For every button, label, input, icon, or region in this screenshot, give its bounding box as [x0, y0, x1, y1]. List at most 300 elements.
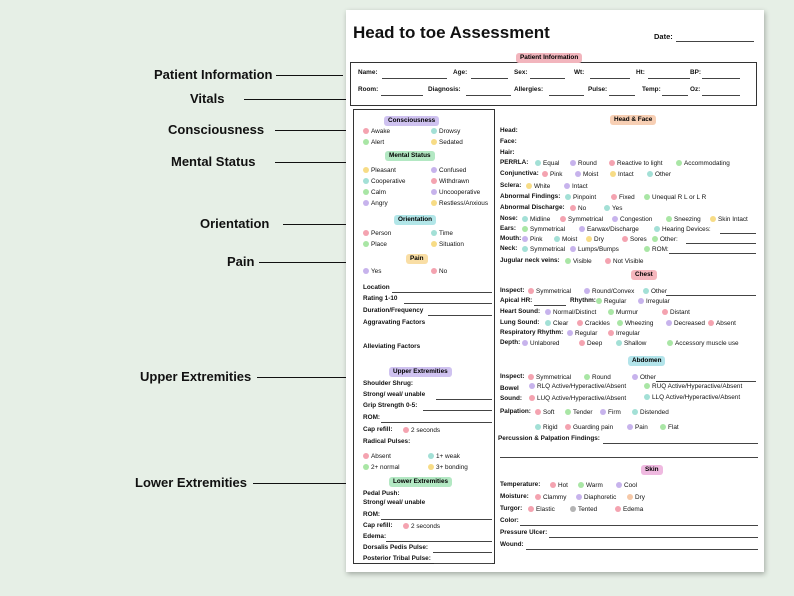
option-label: Midline — [530, 216, 551, 223]
option-symmetrical[interactable] — [522, 246, 565, 253]
checkbox-dot-icon[interactable] — [535, 424, 541, 430]
section-header-patient-information: Patient Information — [516, 53, 582, 63]
label-palpation: Palpation: — [500, 408, 531, 415]
option-guarding-pain[interactable] — [565, 424, 613, 431]
option-yes[interactable] — [604, 205, 622, 212]
checkbox-dot-icon[interactable] — [528, 506, 534, 512]
fill-in-line[interactable] — [471, 78, 508, 79]
option-label: Elastic — [536, 506, 555, 513]
checkbox-dot-icon[interactable] — [403, 427, 409, 433]
label-bowel: Bowel — [500, 385, 519, 392]
option-label: 2+ normal — [371, 464, 400, 471]
checkbox-dot-icon[interactable] — [363, 128, 369, 134]
checkbox-dot-icon[interactable] — [363, 189, 369, 195]
fill-in-line[interactable] — [662, 95, 688, 96]
label-rom: ROM: — [363, 414, 381, 421]
checkbox-dot-icon[interactable] — [609, 160, 615, 166]
checkbox-dot-icon[interactable] — [570, 205, 576, 211]
label-temp: Temp: — [642, 86, 661, 93]
checkbox-dot-icon[interactable] — [403, 523, 409, 529]
checkbox-dot-icon[interactable] — [431, 230, 437, 236]
section-header-chest: Chest — [631, 270, 657, 280]
callout-upper-extremities: Upper Extremities — [140, 369, 252, 384]
checkbox-dot-icon[interactable] — [535, 494, 541, 500]
checkbox-dot-icon[interactable] — [644, 383, 650, 389]
option-label: Reactive to light — [617, 160, 663, 167]
option-label: Visible — [573, 258, 592, 265]
option-clammy[interactable] — [535, 494, 566, 501]
fill-in-line[interactable] — [381, 422, 492, 423]
checkbox-dot-icon[interactable] — [363, 139, 369, 145]
checkbox-dot-icon[interactable] — [565, 409, 571, 415]
checkbox-dot-icon[interactable] — [654, 226, 660, 232]
checkbox-dot-icon[interactable] — [627, 494, 633, 500]
checkbox-dot-icon[interactable] — [529, 383, 535, 389]
checkbox-dot-icon[interactable] — [666, 320, 672, 326]
checkbox-dot-icon[interactable] — [526, 183, 532, 189]
fill-in-line[interactable] — [603, 443, 758, 444]
option-label: LLQ Active/Hyperactive/Absent — [652, 394, 741, 401]
checkbox-dot-icon[interactable] — [676, 160, 682, 166]
checkbox-dot-icon[interactable] — [643, 288, 649, 294]
option-distant[interactable] — [662, 309, 690, 316]
option-unlabored[interactable] — [522, 340, 560, 347]
option-label: Calm — [371, 189, 386, 196]
label-cap-refill: Cap refill: — [363, 426, 393, 433]
label-respiratory-rhythm: Respiratory Rhythm: — [500, 329, 564, 336]
option-firm[interactable] — [600, 409, 621, 416]
option-round-convex[interactable] — [584, 288, 634, 295]
option-label: Accommodating — [684, 160, 730, 167]
option-label: Symmetrical — [536, 374, 572, 381]
option-midline[interactable] — [522, 216, 550, 223]
option-label: Irregular — [616, 330, 640, 337]
option-label: Regular — [575, 330, 598, 337]
option-symmetrical[interactable] — [528, 288, 571, 295]
callout-line — [276, 75, 343, 76]
checkbox-dot-icon[interactable] — [528, 374, 534, 380]
option-label: Person — [371, 230, 392, 237]
option-label: Symmetrical — [530, 226, 566, 233]
option-label: Normal/Distinct — [553, 309, 597, 316]
option-congestion[interactable] — [612, 216, 652, 223]
option-flat[interactable] — [660, 424, 679, 431]
fill-in-line[interactable] — [386, 541, 492, 542]
option-visible[interactable] — [565, 258, 592, 265]
option-label: Rigid — [543, 424, 558, 431]
checkbox-dot-icon[interactable] — [522, 340, 528, 346]
option-alert[interactable] — [363, 139, 384, 146]
option-label: Cool — [624, 482, 638, 489]
option-skin-intact[interactable] — [710, 216, 748, 223]
option-other[interactable] — [652, 236, 678, 243]
checkbox-dot-icon[interactable] — [363, 230, 369, 236]
checkbox-dot-icon[interactable] — [431, 178, 437, 184]
fill-in-line[interactable] — [702, 95, 740, 96]
option-restless-anxious[interactable] — [431, 200, 488, 207]
option-elastic[interactable] — [528, 506, 555, 513]
option-intact[interactable] — [564, 183, 588, 190]
callout-line — [244, 99, 353, 100]
option-situation[interactable] — [431, 241, 464, 248]
checkbox-dot-icon[interactable] — [578, 482, 584, 488]
checkbox-dot-icon[interactable] — [647, 171, 653, 177]
option-soft[interactable] — [535, 409, 554, 416]
checkbox-dot-icon[interactable] — [363, 453, 369, 459]
option-label: White — [534, 183, 551, 190]
checkbox-dot-icon[interactable] — [431, 167, 437, 173]
option-other[interactable] — [647, 171, 671, 178]
fill-in-line[interactable] — [720, 233, 756, 234]
checkbox-dot-icon[interactable] — [535, 409, 541, 415]
option-lumps-bumps[interactable] — [570, 246, 619, 253]
checkbox-dot-icon[interactable] — [570, 246, 576, 252]
checkbox-dot-icon[interactable] — [431, 268, 437, 274]
option-calm[interactable] — [363, 189, 386, 196]
fill-in-line[interactable] — [381, 95, 423, 96]
option-normal-distinct[interactable] — [545, 309, 596, 316]
option-irregular[interactable] — [608, 330, 640, 337]
checkbox-dot-icon[interactable] — [608, 330, 614, 336]
fill-in-line[interactable] — [549, 95, 584, 96]
option-irregular[interactable] — [638, 298, 670, 305]
checkbox-dot-icon[interactable] — [584, 288, 590, 294]
option-label: Pink — [530, 236, 543, 243]
checkbox-dot-icon[interactable] — [644, 394, 650, 400]
checkbox-dot-icon[interactable] — [605, 258, 611, 264]
option-label: Sores — [630, 236, 647, 243]
option-shallow[interactable] — [616, 340, 646, 347]
option-white[interactable] — [526, 183, 550, 190]
checkbox-dot-icon[interactable] — [616, 340, 622, 346]
option-hearing-devices[interactable] — [654, 226, 711, 233]
checkbox-dot-icon[interactable] — [431, 200, 437, 206]
option-person[interactable] — [363, 230, 391, 237]
option-label: Dry — [635, 494, 645, 501]
fill-in-line[interactable] — [549, 537, 758, 538]
checkbox-dot-icon[interactable] — [545, 320, 551, 326]
option-not-visible[interactable] — [605, 258, 643, 265]
option-earwax-discharge[interactable] — [579, 226, 639, 233]
option-label: RUQ Active/Hyperactive/Absent — [652, 383, 743, 390]
checkbox-dot-icon[interactable] — [615, 506, 621, 512]
checkbox-dot-icon[interactable] — [431, 139, 437, 145]
checkbox-dot-icon[interactable] — [632, 374, 638, 380]
fill-in-line[interactable] — [381, 519, 492, 520]
fill-in-line[interactable] — [526, 549, 758, 550]
checkbox-dot-icon[interactable] — [522, 216, 528, 222]
option-label: Crackles — [585, 320, 610, 327]
checkbox-dot-icon[interactable] — [363, 464, 369, 470]
option-murmur[interactable] — [608, 309, 638, 316]
option-yes[interactable] — [363, 268, 381, 275]
option-label: Equal — [543, 160, 560, 167]
checkbox-dot-icon[interactable] — [660, 424, 666, 430]
label-sound: Sound: — [500, 395, 523, 402]
label-sex: Sex: — [514, 69, 528, 76]
option-sneezing[interactable] — [666, 216, 701, 223]
checkbox-dot-icon[interactable] — [644, 246, 650, 252]
checkbox-dot-icon[interactable] — [596, 298, 602, 304]
option-rom[interactable] — [644, 246, 669, 253]
section-header-skin: Skin — [641, 465, 663, 475]
checkbox-dot-icon[interactable] — [570, 160, 576, 166]
checkbox-dot-icon[interactable] — [710, 216, 716, 222]
option-unequal-r-l-or-l-r[interactable] — [644, 194, 706, 201]
checkbox-dot-icon[interactable] — [570, 506, 576, 512]
fill-in-line[interactable] — [520, 525, 758, 526]
option-llq-active-hyperactive-absent[interactable] — [644, 394, 740, 401]
option-label: Fixed — [619, 194, 635, 201]
option-crackles[interactable] — [577, 320, 610, 327]
label-shoulder-shrug: Shoulder Shrug: — [363, 380, 414, 387]
option-label: Wheezing — [625, 320, 654, 327]
checkbox-dot-icon[interactable] — [428, 453, 434, 459]
option-hot[interactable] — [550, 482, 568, 489]
label-face: Face: — [500, 138, 517, 145]
checkbox-dot-icon[interactable] — [586, 236, 592, 242]
section-header-head-face: Head & Face — [610, 115, 656, 125]
option-tender[interactable] — [565, 409, 593, 416]
option-symmetrical[interactable] — [528, 374, 571, 381]
option-label: Decreased — [674, 320, 705, 327]
option-clear[interactable] — [545, 320, 568, 327]
fill-in-line[interactable] — [423, 410, 492, 411]
date-field[interactable] — [676, 41, 754, 42]
option-cooperative[interactable] — [363, 178, 405, 185]
checkbox-dot-icon[interactable] — [363, 241, 369, 247]
checkbox-dot-icon[interactable] — [644, 194, 650, 200]
fill-in-line[interactable] — [609, 95, 635, 96]
option-intact[interactable] — [610, 171, 634, 178]
option-3-bonding[interactable] — [428, 464, 468, 471]
option-reactive-to-light[interactable] — [609, 160, 662, 167]
option-pinpoint[interactable] — [565, 194, 596, 201]
checkbox-dot-icon[interactable] — [431, 128, 437, 134]
fill-in-line[interactable] — [656, 381, 756, 382]
option-pleasant[interactable] — [363, 167, 396, 174]
checkbox-dot-icon[interactable] — [652, 236, 658, 242]
option-symmetrical[interactable] — [560, 216, 603, 223]
option-deep[interactable] — [579, 340, 602, 347]
option-label: Hearing Devices: — [662, 226, 711, 233]
fill-in-line[interactable] — [500, 457, 758, 458]
checkbox-dot-icon[interactable] — [560, 216, 566, 222]
option-angry[interactable] — [363, 200, 388, 207]
checkbox-dot-icon[interactable] — [708, 320, 714, 326]
checkbox-dot-icon[interactable] — [617, 320, 623, 326]
fill-in-line[interactable] — [428, 315, 492, 316]
option-drowsy[interactable] — [431, 128, 460, 135]
fill-in-line[interactable] — [534, 305, 566, 306]
option-label: Accessory muscle use — [675, 340, 739, 347]
option-1-weak[interactable] — [428, 453, 460, 460]
option-label: Round — [592, 374, 611, 381]
fill-in-line[interactable] — [434, 563, 492, 564]
checkbox-dot-icon[interactable] — [567, 330, 573, 336]
fill-in-line[interactable] — [404, 303, 492, 304]
option-other[interactable] — [643, 288, 667, 295]
option-accommodating[interactable] — [676, 160, 730, 167]
checkbox-dot-icon[interactable] — [576, 494, 582, 500]
option-time[interactable] — [431, 230, 453, 237]
option-uncooperative[interactable] — [431, 189, 480, 196]
option-absent[interactable] — [363, 453, 391, 460]
checkbox-dot-icon[interactable] — [550, 482, 556, 488]
checkbox-dot-icon[interactable] — [522, 236, 528, 242]
option-sores[interactable] — [622, 236, 647, 243]
fill-in-line[interactable] — [392, 292, 492, 293]
fill-in-line[interactable] — [648, 78, 690, 79]
option-label: Soft — [543, 409, 555, 416]
option-label: Uncooperative — [439, 189, 481, 196]
checkbox-dot-icon[interactable] — [610, 171, 616, 177]
checkbox-dot-icon[interactable] — [363, 178, 369, 184]
checkbox-dot-icon[interactable] — [604, 205, 610, 211]
label-dorsalis-pedis-pulse: Dorsalis Pedis Pulse: — [363, 544, 428, 551]
option-decreased[interactable] — [666, 320, 705, 327]
option-label: Yes — [371, 268, 382, 275]
fill-in-line[interactable] — [466, 95, 511, 96]
option-label: Time — [439, 230, 453, 237]
checkbox-dot-icon[interactable] — [554, 236, 560, 242]
checkbox-dot-icon[interactable] — [363, 167, 369, 173]
option-rlq-active-hyperactive-absent[interactable] — [529, 383, 626, 390]
option-dry[interactable] — [627, 494, 645, 501]
checkbox-dot-icon[interactable] — [431, 241, 437, 247]
option-sedated[interactable] — [431, 139, 463, 146]
option-moist[interactable] — [554, 236, 577, 243]
checkbox-dot-icon[interactable] — [522, 246, 528, 252]
option-absent[interactable] — [708, 320, 736, 327]
option-tented[interactable] — [570, 506, 597, 513]
option-regular[interactable] — [567, 330, 597, 337]
checkbox-dot-icon[interactable] — [564, 183, 570, 189]
option-label: Guarding pain — [573, 424, 614, 431]
option-label: Absent — [716, 320, 736, 327]
option-2-normal[interactable] — [363, 464, 400, 471]
checkbox-dot-icon[interactable] — [584, 374, 590, 380]
option-symmetrical[interactable] — [522, 226, 565, 233]
checkbox-dot-icon[interactable] — [565, 424, 571, 430]
option-label: Symmetrical — [536, 288, 572, 295]
checkbox-dot-icon[interactable] — [575, 171, 581, 177]
fill-in-line[interactable] — [530, 78, 565, 79]
checkbox-dot-icon[interactable] — [666, 216, 672, 222]
checkbox-dot-icon[interactable] — [616, 482, 622, 488]
checkbox-dot-icon[interactable] — [565, 194, 571, 200]
fill-in-line[interactable] — [686, 243, 756, 244]
option-2-seconds[interactable] — [403, 523, 440, 530]
option-cool[interactable] — [616, 482, 637, 489]
checkbox-dot-icon[interactable] — [542, 171, 548, 177]
checkbox-dot-icon[interactable] — [667, 340, 673, 346]
label-strong-weal-unable: Strong/ weal/ unable — [363, 391, 426, 398]
label-wt: Wt: — [574, 69, 585, 76]
option-label: Other: — [660, 236, 678, 243]
option-label: Flat — [668, 424, 679, 431]
checkbox-dot-icon[interactable] — [611, 194, 617, 200]
option-luq-active-hyperactive-absent[interactable] — [529, 395, 626, 402]
checkbox-dot-icon[interactable] — [627, 424, 633, 430]
checkbox-dot-icon[interactable] — [622, 236, 628, 242]
option-pink[interactable] — [542, 171, 562, 178]
checkbox-dot-icon[interactable] — [579, 340, 585, 346]
section-header-upper-extremities: Upper Extremities — [389, 367, 452, 377]
checkbox-dot-icon[interactable] — [363, 268, 369, 274]
option-place[interactable] — [363, 241, 387, 248]
option-label: LUQ Active/Hyperactive/Absent — [537, 395, 627, 402]
fill-in-line[interactable] — [666, 295, 756, 296]
option-label: Yes — [612, 205, 623, 212]
label-strong-weal-unable: Strong/ weal/ unable — [363, 499, 426, 506]
option-fixed[interactable] — [611, 194, 635, 201]
checkbox-dot-icon[interactable] — [428, 464, 434, 470]
option-distended[interactable] — [632, 409, 669, 416]
checkbox-dot-icon[interactable] — [662, 309, 668, 315]
option-label: Alert — [371, 139, 385, 146]
label-sclera: Sclera: — [500, 182, 522, 189]
checkbox-dot-icon[interactable] — [612, 216, 618, 222]
checkbox-dot-icon[interactable] — [600, 409, 606, 415]
checkbox-dot-icon[interactable] — [529, 395, 535, 401]
checkbox-dot-icon[interactable] — [577, 320, 583, 326]
option-equal[interactable] — [535, 160, 559, 167]
checkbox-dot-icon[interactable] — [535, 160, 541, 166]
fill-in-line[interactable] — [590, 78, 630, 79]
option-dry[interactable] — [586, 236, 604, 243]
option-withdrawn[interactable] — [431, 178, 469, 185]
option-confused[interactable] — [431, 167, 466, 174]
option-regular[interactable] — [596, 298, 626, 305]
fill-in-line[interactable] — [382, 78, 447, 79]
checkbox-dot-icon[interactable] — [579, 226, 585, 232]
option-pink[interactable] — [522, 236, 542, 243]
option-other[interactable] — [632, 374, 656, 381]
option-no[interactable] — [570, 205, 586, 212]
checkbox-dot-icon[interactable] — [431, 189, 437, 195]
checkbox-dot-icon[interactable] — [608, 309, 614, 315]
option-no[interactable] — [431, 268, 447, 275]
option-wheezing[interactable] — [617, 320, 653, 327]
option-label: 2 seconds — [411, 523, 441, 530]
option-2-seconds[interactable] — [403, 427, 440, 434]
option-accessory-muscle-use[interactable] — [667, 340, 739, 347]
fill-in-line[interactable] — [702, 78, 740, 79]
fill-in-line[interactable] — [669, 253, 756, 254]
option-pain[interactable] — [627, 424, 648, 431]
option-awake[interactable] — [363, 128, 390, 135]
fill-in-line[interactable] — [436, 399, 492, 400]
option-diaphoretic[interactable] — [576, 494, 616, 501]
checkbox-dot-icon[interactable] — [565, 258, 571, 264]
checkbox-dot-icon[interactable] — [363, 200, 369, 206]
option-ruq-active-hyperactive-absent[interactable] — [644, 383, 742, 390]
checkbox-dot-icon[interactable] — [522, 226, 528, 232]
fill-in-line[interactable] — [433, 552, 492, 553]
option-round[interactable] — [570, 160, 597, 167]
option-round[interactable] — [584, 374, 611, 381]
option-moist[interactable] — [575, 171, 598, 178]
checkbox-dot-icon[interactable] — [638, 298, 644, 304]
option-warm[interactable] — [578, 482, 603, 489]
checkbox-dot-icon[interactable] — [545, 309, 551, 315]
label-room: Room: — [358, 86, 379, 93]
option-rigid[interactable] — [535, 424, 558, 431]
checkbox-dot-icon[interactable] — [528, 288, 534, 294]
option-edema[interactable] — [615, 506, 643, 513]
checkbox-dot-icon[interactable] — [632, 409, 638, 415]
